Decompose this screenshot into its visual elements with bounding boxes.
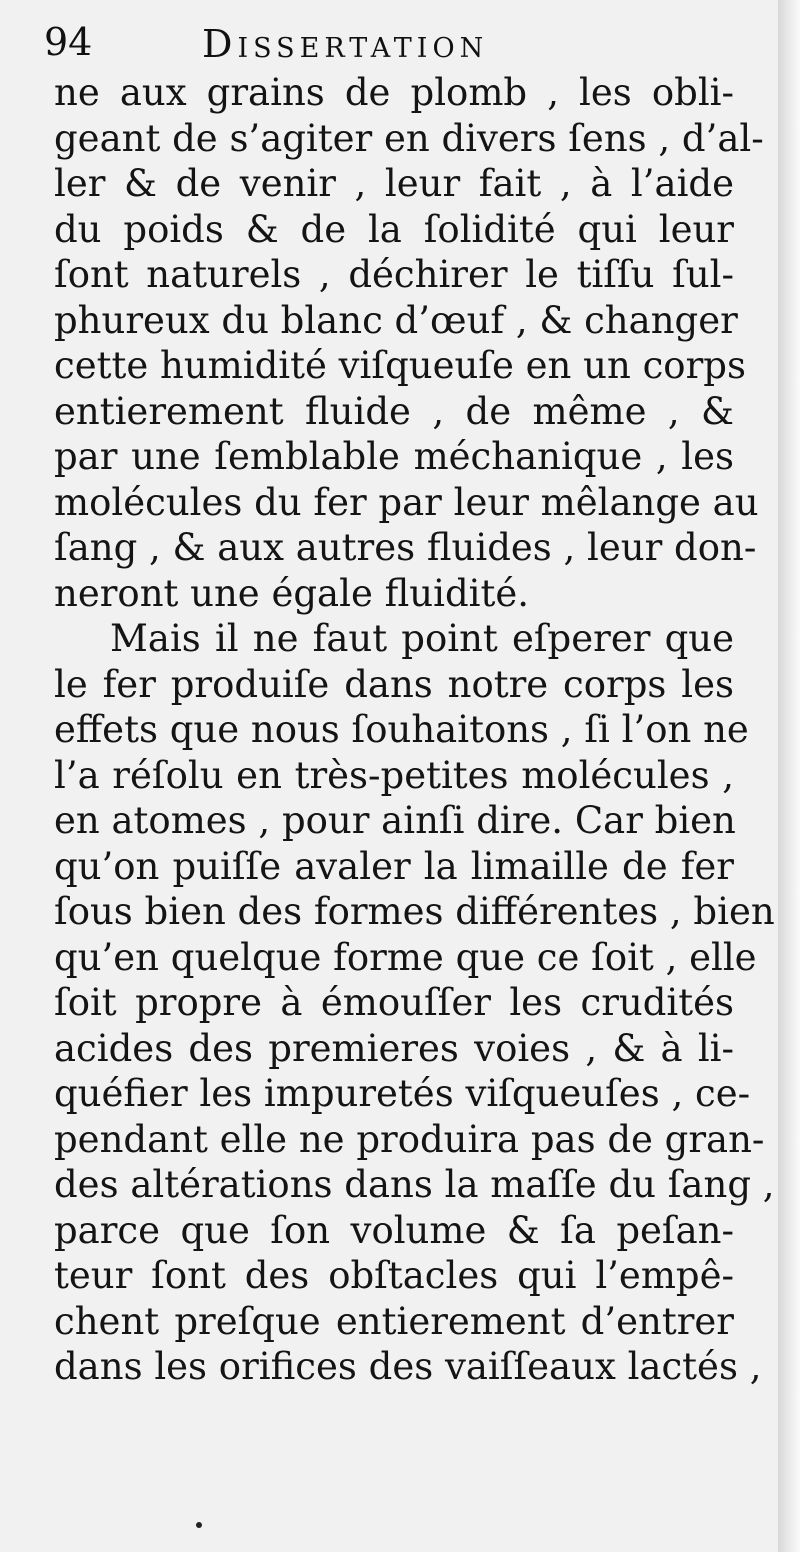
text-line: ſous bien des formes différentes , bien xyxy=(54,890,775,933)
paragraph-end-line: neront une égale fluidité. xyxy=(54,571,529,615)
text-line: chent preſque entierement d’entrer xyxy=(54,1299,734,1343)
text-line: molécules du fer par leur mêlange au xyxy=(54,480,759,524)
text-line: quéfier les impuretés viſqueuſes , ce- xyxy=(54,1072,751,1115)
text-line: phureux du blanc d’œuf , & changer xyxy=(54,298,738,342)
text-line: teur ſont des obſtacles qui l’empê- xyxy=(54,1254,734,1297)
paragraph-start-line: Mais il ne faut point eſperer que xyxy=(110,617,734,660)
text-line: acides des premieres voies , & à li- xyxy=(54,1026,734,1070)
text-line: parce que ſon volume & ſa peſan- xyxy=(54,1208,734,1252)
text-line: ler & de venir , leur fait , à l’aide xyxy=(54,162,734,205)
text-line: ſang , & aux autres fluides , leur don- xyxy=(54,526,757,569)
text-line: cette humidité viſqueuſe en un corps xyxy=(54,344,746,387)
text-line: l’a réſolu en très-petites molécules , xyxy=(54,753,734,797)
text-line: le fer produiſe dans notre corps les xyxy=(54,662,734,706)
text-line: du poids & de la ſolidité qui leur xyxy=(54,207,734,251)
running-title: Dissertation xyxy=(202,22,489,66)
text-line: geant de s’agiter en divers ſens , d’al- xyxy=(54,116,764,160)
text-line: dans les orifices des vaiſſeaux lactés , xyxy=(54,1345,762,1388)
text-line: qu’en quelque forme que ce ſoit , elle xyxy=(54,935,757,979)
text-line: qu’on puiſſe avaler la limaille de fer xyxy=(54,844,734,888)
text-line: ſoit propre à émouſſer les crudités xyxy=(54,981,734,1024)
body-text xyxy=(54,70,775,1390)
text-line: ne aux grains de plomb , les obli- xyxy=(54,71,734,114)
ink-speck xyxy=(196,1522,202,1528)
text-line: pendant elle ne produira pas de gran- xyxy=(54,1117,765,1161)
text-line: effets que nous ſouhaitons , ſi l’on ne xyxy=(54,708,749,751)
text-line: ſont naturels , déchirer le tiſſu ſul- xyxy=(54,253,734,296)
running-head xyxy=(44,14,744,74)
text-line: des altérations dans la maſſe du ſang , xyxy=(54,1163,775,1206)
page-number: 94 xyxy=(44,20,93,64)
text-line: entierement fluide , de même , & xyxy=(54,389,734,433)
page-gutter-shadow xyxy=(778,0,800,1552)
text-line: par une ſemblable méchanique , les xyxy=(54,435,734,478)
text-line: en atomes , pour ainſi dire. Car bien xyxy=(54,799,736,842)
